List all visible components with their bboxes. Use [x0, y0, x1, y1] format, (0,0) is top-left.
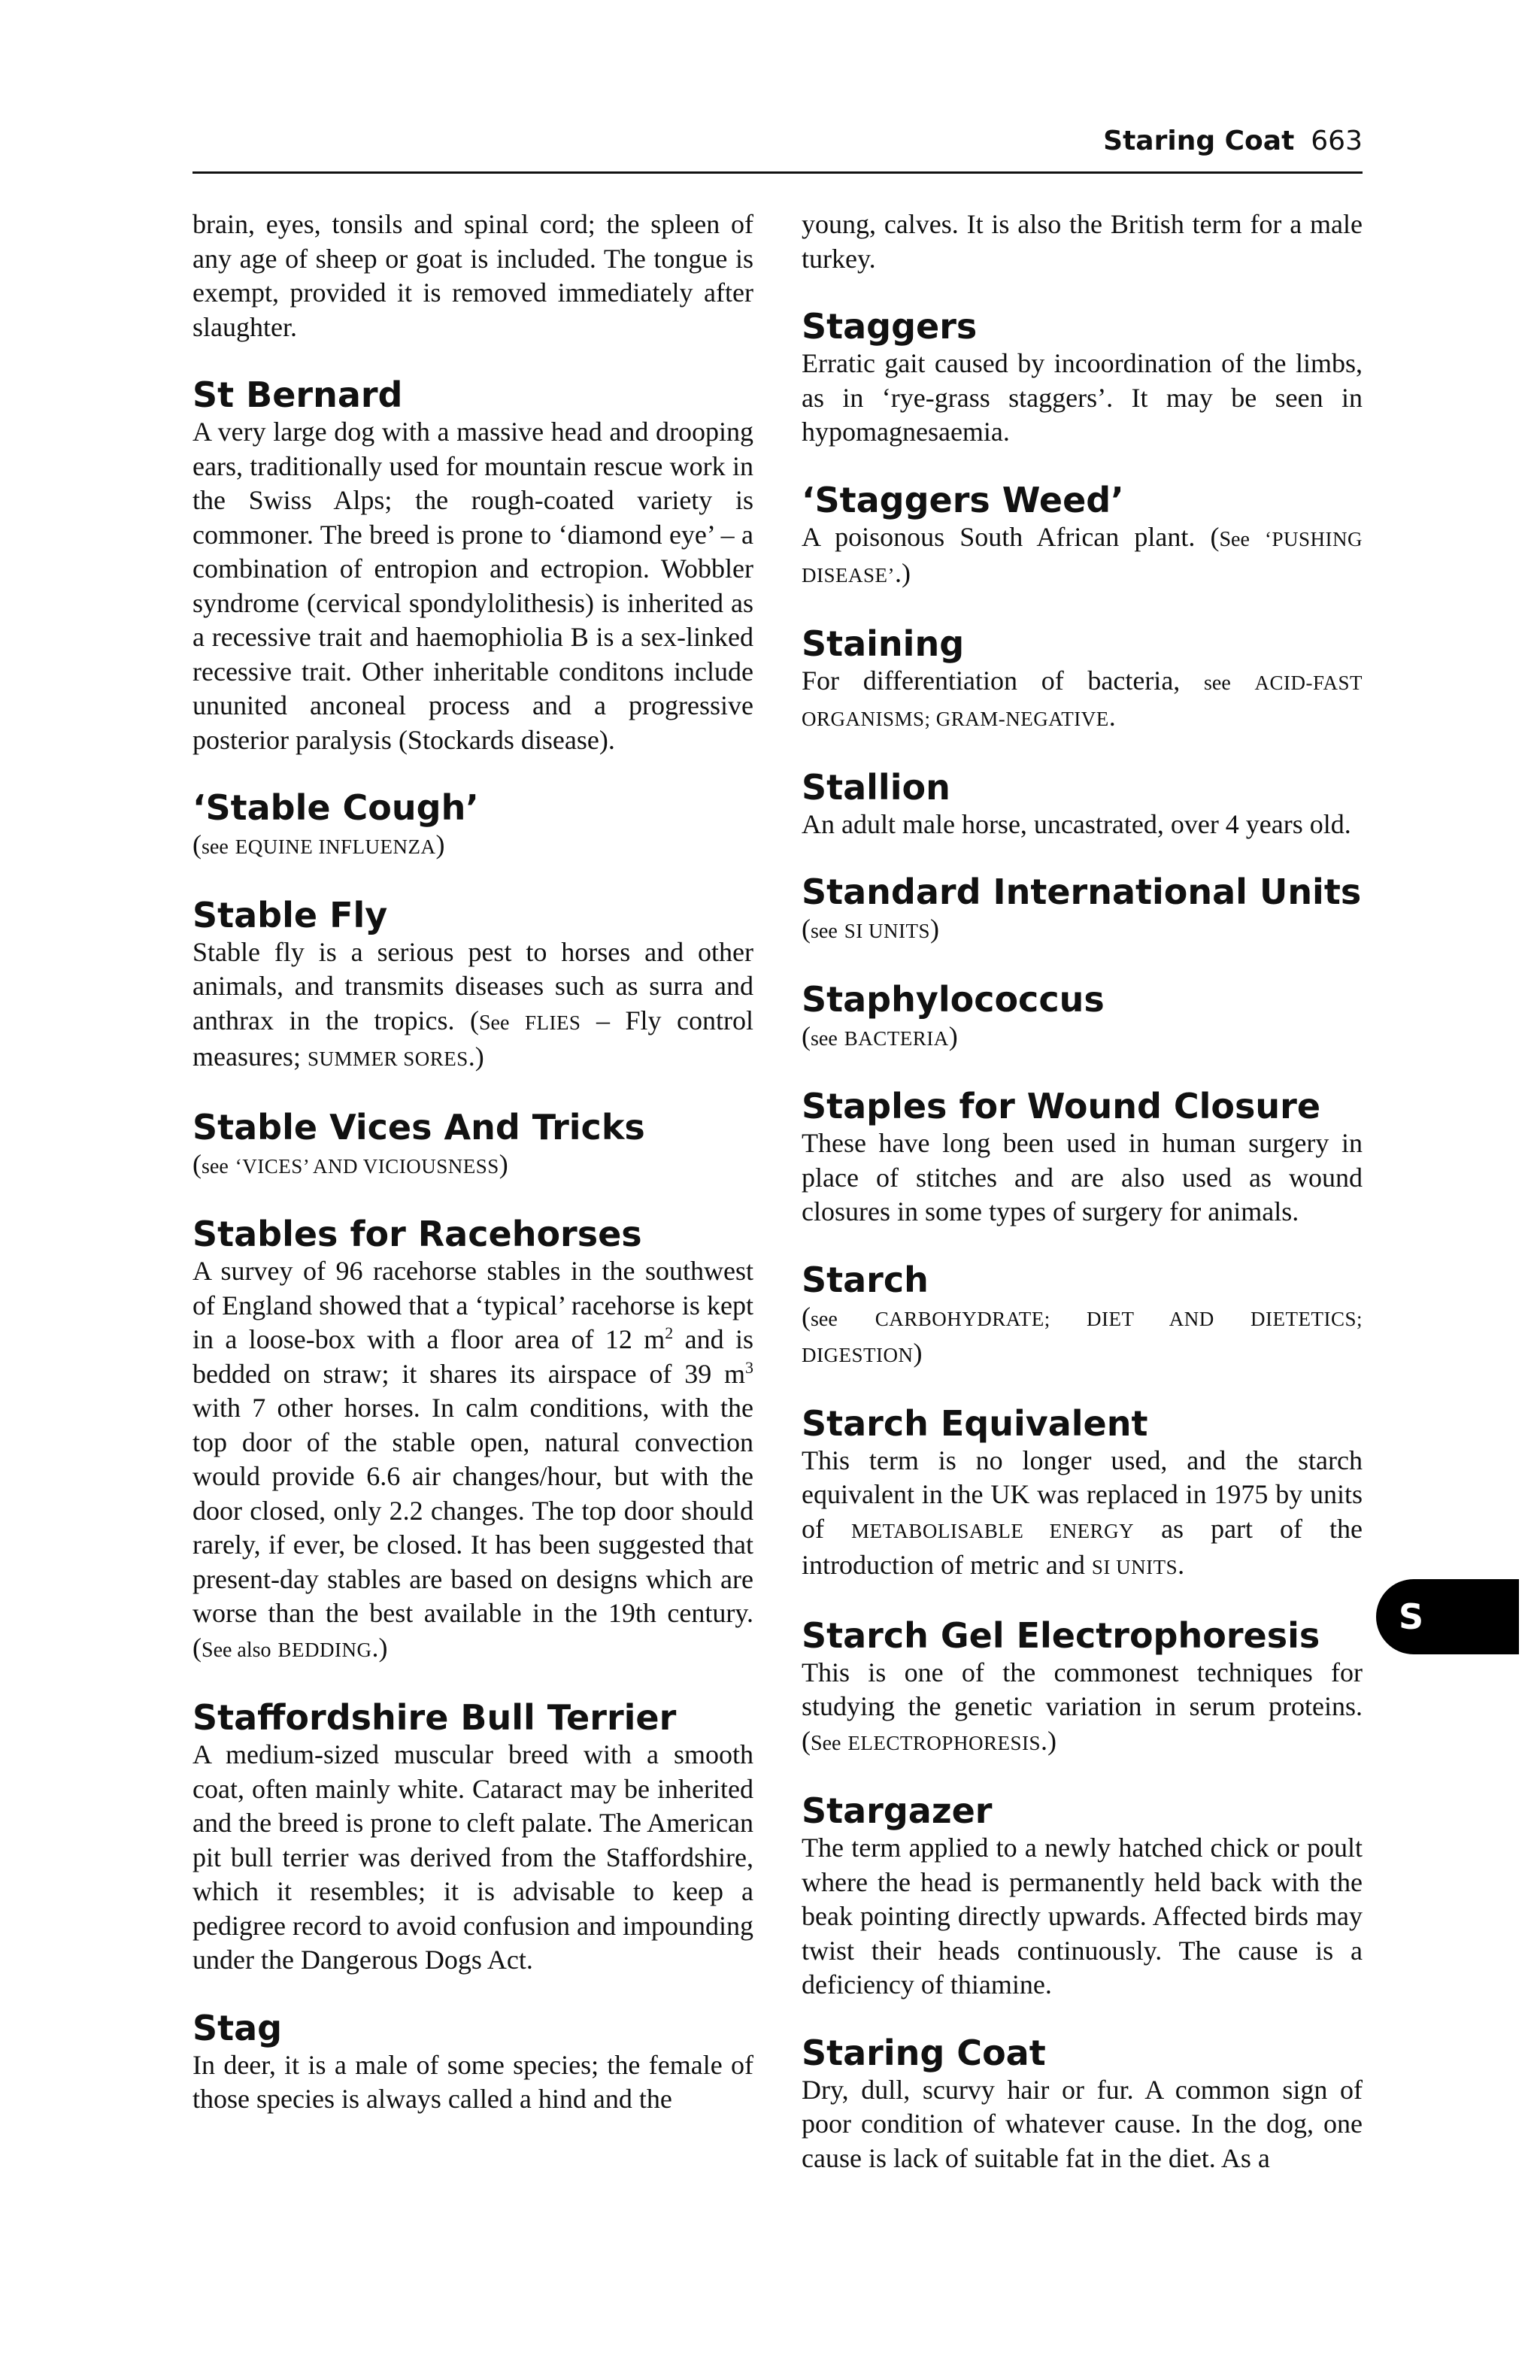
entry-text: brain, eyes, tonsils and spinal cord; the spleen of any age of sheep or goat is included. The tongue is exempt, provided it is removed immediately after slaughter. — [192, 209, 753, 342]
xref-link: ‘VICES’ AND VICIOUSNESS — [235, 1154, 499, 1178]
entry-text: A survey of 96 racehorse stables in the southwest of England showed that a ‘typical’ racehorse is kept in a loose-box with a floor area of 12 $m^2$ and is bedded on straw; it shares its airspace of 39 $m^3$ with 7 other horses. In calm conditions, with the top door of the stable open, natural convection would provide 6.6 air changes/hour, but with the door closed, only 2.2 changes. The top door should rarely, if ever, be closed. It has been suggested that present-day stables are based on designs which are worse than the best available in the 19th century. (See also BEDDING.) — [192, 1256, 753, 1663]
headword: Starch — [802, 1259, 929, 1300]
headword: Staffordshire Bull Terrier — [192, 1697, 677, 1738]
entry-stag — [192, 2008, 753, 2117]
entry-stable-vices — [192, 1107, 753, 1184]
cross-reference: (see SI UNITS) — [802, 914, 940, 944]
entry-text: young, calves. It is also the British term for a male turkey. — [802, 209, 1363, 274]
entry-text: A poisonous South African plant. (See ‘PUSHING DISEASE’.) — [802, 521, 1363, 588]
headword: Starch Equivalent — [802, 1402, 1148, 1444]
xref-link: METABOLISABLE ENERGY — [851, 1519, 1135, 1542]
entry-stallion — [802, 767, 1363, 842]
headword: Stargazer — [802, 1790, 993, 1831]
headword: Stables for Racehorses — [192, 1214, 642, 1254]
entry-stable-fly — [192, 895, 753, 1077]
xref-link: SI UNITS — [1091, 1556, 1178, 1578]
xref-link: BACTERIA — [844, 1026, 949, 1050]
section-thumb-tab — [1376, 1579, 1519, 1654]
entry-text: These have long been used in human surgery in place of stitches and are also used as wound closures in some types of surgery for animals. — [802, 1128, 1363, 1226]
entry-staggers-weed — [802, 480, 1363, 593]
entry-text: This is one of the commonest techniques for studying the genetic variation in serum proteins. (See ELECTROPHORESIS.) — [802, 1657, 1363, 1756]
xref-link: EQUINE INFLUENZA — [235, 835, 436, 858]
headword: Stallion — [802, 766, 950, 808]
entry-staphylococcus — [802, 979, 1363, 1057]
continued-entry-right — [802, 208, 1363, 276]
cross-reference: (see CARBOHYDRATE; DIET AND DIETETICS; DIGESTION) — [802, 1301, 1363, 1368]
headword: ‘Staggers Weed’ — [802, 479, 1124, 520]
entry-staring-coat — [802, 2033, 1363, 2176]
headword: St Bernard — [192, 374, 403, 415]
entry-starch — [802, 1260, 1363, 1373]
xref-link: ELECTROPHORESIS — [847, 1731, 1041, 1754]
headword: Staphylococcus — [802, 978, 1105, 1020]
xref-link: FLIES — [524, 1011, 581, 1034]
entry-staggers — [802, 306, 1363, 450]
cross-reference: (see ‘VICES’ AND VICIOUSNESS) — [192, 1148, 508, 1179]
entry-text: Stable fly is a serious pest to horses and other animals, and transmits diseases such as surra and anthrax in the tropics. (See FLIES – Fly control measures; SUMMER SORES.) — [192, 936, 754, 1072]
running-title: Staring Coat — [1103, 126, 1295, 156]
headword: Staples for Wound Closure — [802, 1086, 1321, 1126]
page-number: 663 — [1311, 126, 1363, 156]
entry-text: A very large dog with a massive head and drooping ears, traditionally used for mountain rescue work in the Swiss Alps; the rough-coated variety is commoner. The breed is prone to ‘diamond eye’ – a combination of entropion and ectropion. Wobbler syndrome (cervical spondylolithesis) is inherited as a recessive trait and haemophiolia B is a sex-linked recessive trait. Other inheritable conditons include ununited anconeal process and a progressive posterior paralysis (Stockards disease). — [192, 417, 753, 755]
headword: Staring Coat — [802, 2032, 1046, 2073]
headword: Stable Fly — [192, 894, 388, 935]
entry-stable-cough — [192, 787, 753, 865]
entry-stargazer — [802, 1790, 1363, 2003]
headword: Stag — [192, 2007, 283, 2048]
entry-st-bernard — [192, 374, 753, 757]
entry-text: The term applied to a newly hatched chick or poult where the head is permanently held back with the beak pointing directly upwards. Affected birds may twist their heads continuously. The cause is a deficiency of thiamine. — [802, 1833, 1363, 2000]
entry-staining — [802, 623, 1363, 737]
xref-link: ACID-FAST ORGANISMS; GRAM-NEGATIVE — [802, 671, 1363, 730]
entry-text: Erratic gait caused by incoordination of the limbs, as in ‘rye-grass staggers’. It may be seen in hypomagnesaemia. — [802, 348, 1363, 447]
headword: Starch Gel Electrophoresis — [802, 1614, 1320, 1656]
entry-text: For differentiation of bacteria, see ACID-FAST ORGANISMS; GRAM-NEGATIVE. — [802, 665, 1363, 732]
headword: ‘Stable Cough’ — [192, 787, 479, 828]
continued-entry-left — [192, 208, 753, 344]
xref-link: SI UNITS — [844, 920, 931, 942]
headword: Standard International Units — [802, 872, 1362, 912]
xref-link: ‘PUSHING DISEASE’ — [802, 527, 1363, 587]
entry-standard-international-units — [802, 872, 1363, 949]
entry-stables-racehorses — [192, 1214, 753, 1667]
entry-text: This term is no longer used, and the starch equivalent in the UK was replaced in 1975 by units of METABOLISABLE ENERGY as part of the introduction of metric and SI UNITS. — [802, 1445, 1363, 1580]
entry-staples — [802, 1086, 1363, 1229]
entry-starch-gel-electrophoresis — [802, 1615, 1363, 1761]
header-rule — [192, 171, 1363, 174]
xref-link: BEDDING — [277, 1638, 372, 1661]
xref-link: CARBOHYDRATE; DIET AND DIETETICS; DIGESTION — [802, 1307, 1363, 1366]
entry-text: An adult male horse, uncastrated, over 4 years old. — [802, 808, 1351, 839]
headword: Stable Vices And Tricks — [192, 1106, 645, 1148]
xref-link: SUMMER SORES — [307, 1048, 468, 1070]
entry-text: Dry, dull, scurvy hair or fur. A common sign of poor condition of whatever cause. In the dog, one cause is lack of suitable fat in the diet. As a — [802, 2074, 1363, 2173]
headword: Staining — [802, 623, 965, 664]
entry-text: In deer, it is a male of some species; the female of those species is always called a hind and the — [192, 2049, 753, 2114]
cross-reference: (see EQUINE INFLUENZA) — [192, 829, 445, 860]
entry-staffordshire-bull-terrier — [192, 1697, 753, 1978]
left-column — [192, 208, 753, 2117]
entry-text: A medium-sized muscular breed with a smooth coat, often mainly white. Cataract may be inherited and the breed is prone to cleft palate. The American pit bull terrier was derived from the Staffordshire, which it resembles; it is advisable to keep a pedigree record to avoid confusion and impounding under the Dangerous Dogs Act. — [192, 1739, 753, 1975]
entry-starch-equivalent — [802, 1403, 1363, 1585]
running-head — [192, 126, 1363, 156]
right-column — [802, 208, 1363, 2175]
section-letter: S — [1399, 1596, 1424, 1637]
headword: Staggers — [802, 306, 978, 347]
cross-reference: (see BACTERIA) — [802, 1020, 958, 1051]
